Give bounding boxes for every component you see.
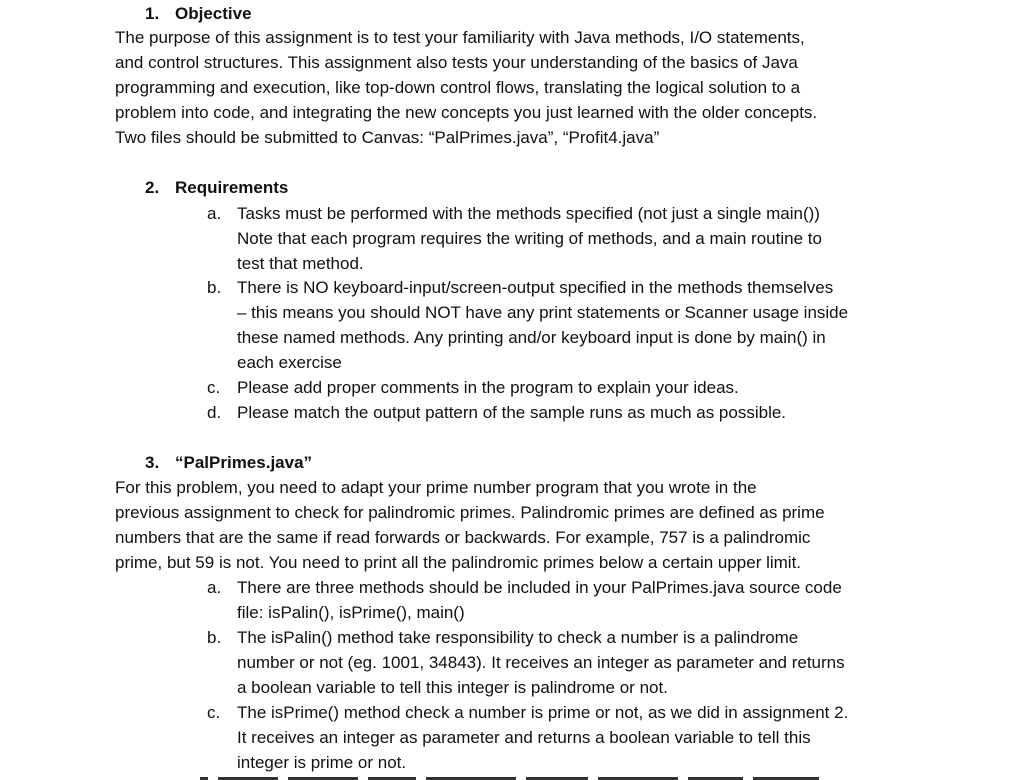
objective-paragraph-line: programming and execution, like top-down control flows, translating the logical solution to a [115,78,801,97]
section-heading-requirements [145,176,288,200]
list-item-line: each exercise [237,353,342,372]
list-item-line: It receives an integer as parameter and returns a boolean variable to tell this [237,728,811,747]
list-item-line: The isPalin() method take responsibility to check a number is a palindrome [237,628,799,647]
section-title: Objective [175,4,252,23]
list-item-line: test that method. [237,254,364,273]
objective-paragraph-line: Two files should be submitted to Canvas: “PalPrimes.java”, “Profit4.java” [115,128,660,147]
list-item-line: Note that each program requires the writing of methods, and a main routine to [237,229,822,248]
palprimes-paragraph-line: For this problem, you need to adapt your prime number program that you wrote in the [115,478,757,497]
section-title: “PalPrimes.java” [175,453,313,472]
list-item-line: number or not (eg. 1001, 34843). It receives an integer as parameter and returns [237,653,845,672]
section-heading-objective [145,2,252,26]
list-item-line: There is NO keyboard-input/screen-output specified in the methods themselves [237,278,834,297]
list-marker: d. [207,403,222,422]
objective-paragraph-line: The purpose of this assignment is to test your familiarity with Java methods, I/O statements, [115,28,805,47]
objective-paragraph-line: and control structures. This assignment also tests your understanding of the basics of Java [115,53,798,72]
section-number: 1. [145,4,160,23]
palprimes-paragraph-line: prime, but 59 is not. You need to print all the palindromic primes below a certain upper limit. [115,553,802,572]
list-item-line: Please match the output pattern of the sample runs as much as possible. [237,403,787,422]
list-item-line: There are three methods should be included in your PalPrimes.java source code [237,578,842,597]
list-marker: b. [207,278,222,297]
cut-off-text-line [200,774,900,780]
list-item-line: – this means you should NOT have any print statements or Scanner usage inside [237,303,849,322]
list-marker: a. [207,204,222,223]
list-item-line: a boolean variable to tell this integer is palindrome or not. [237,678,668,697]
section-heading-palprimes [145,451,312,475]
list-marker: c. [207,378,221,397]
section-title: Requirements [175,178,289,197]
section-number: 3. [145,453,160,472]
list-marker: b. [207,628,222,647]
list-item-line: The isPrime() method check a number is prime or not, as we did in assignment 2. [237,703,849,722]
section-number: 2. [145,178,160,197]
list-item-line: Please add proper comments in the program to explain your ideas. [237,378,739,397]
objective-paragraph-line: problem into code, and integrating the new concepts you just learned with the older concepts. [115,103,818,122]
palprimes-paragraph-line: previous assignment to check for palindromic primes. Palindromic primes are defined as prime [115,503,825,522]
palprimes-paragraph-line: numbers that are the same if read forwards or backwards. For example, 757 is a palindromic [115,528,811,547]
list-item-line: Tasks must be performed with the methods specified (not just a single main()) [237,204,820,223]
list-item-line: integer is prime or not. [237,753,407,772]
list-item-line: file: isPalin(), isPrime(), main() [237,603,465,622]
list-item-line: these named methods. Any printing and/or keyboard input is done by main() in [237,328,826,347]
list-marker: a. [207,578,222,597]
list-marker: c. [207,703,221,722]
